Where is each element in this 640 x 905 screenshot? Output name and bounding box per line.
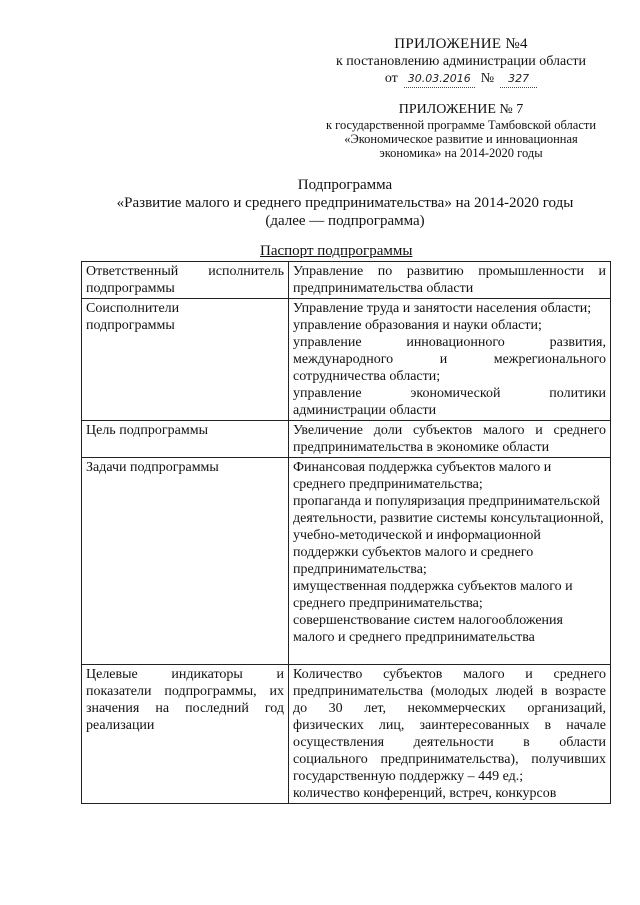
handwritten-number: 327	[500, 70, 537, 88]
value-line: совершенствование систем налогообложения малого и среднего предпринимательства	[293, 613, 563, 645]
row-label: Задачи подпрограммы	[82, 458, 289, 665]
table-row	[82, 421, 611, 458]
appendix-4-header	[320, 36, 602, 88]
row-value	[289, 299, 611, 421]
value-line: Количество субъектов малого и среднего предпринимательства (молодых людей в возрасте до 30 лет, некоммерческих организаций, физических лиц, заинтересованных в начале осуществления деятельности в области социального предпринимательства), получивших государственную поддержку – 449 ед.;	[293, 667, 606, 784]
subprogram-heading	[60, 176, 630, 230]
value-line: управление экономической политики администрации области	[293, 386, 606, 418]
subprogram-note: (далее — подпрограмма)	[265, 213, 425, 229]
appendix-4-date-line	[320, 70, 602, 88]
row-value	[289, 421, 611, 458]
value-line: пропаганда и популяризация предпринимательской деятельности, развитие системы консультационной, учебно-методической и информационной поддержки субъектов малого и среднего предпринимательства;	[293, 494, 604, 577]
appendix-7-line2: «Экономическое развитие и инновационная	[344, 132, 578, 146]
appendix-4-title: ПРИЛОЖЕНИЕ №4	[394, 36, 528, 52]
table-row	[82, 458, 611, 665]
row-label: Цель подпрограммы	[82, 421, 289, 458]
value-line: Управление труда и занятости населения области;	[293, 301, 592, 316]
value-line: имущественная поддержка субъектов малого и среднего предпринимательства;	[293, 579, 573, 611]
row-value	[289, 665, 611, 804]
row-label: Целевые индикаторы и показатели подпрограммы, их значения на последний год реализации	[82, 665, 289, 804]
value-line: управление образования и науки области;	[293, 318, 542, 333]
value-line: Финансовая поддержка субъектов малого и среднего предпринимательства;	[293, 460, 552, 492]
number-sign: №	[480, 71, 495, 86]
subprogram-name: «Развитие малого и среднего предпринимательства» на 2014-2020 годы	[116, 195, 574, 211]
row-value	[289, 262, 611, 299]
row-value	[289, 458, 611, 665]
table-row	[82, 299, 611, 421]
subprogram-title: Подпрограмма	[297, 177, 393, 193]
passport-title: Паспорт подпрограммы	[260, 243, 413, 259]
table-row	[82, 665, 611, 804]
passport-table	[81, 261, 611, 804]
row-label	[82, 299, 289, 421]
value-line: Увеличение доли субъектов малого и среднего предпринимательства в экономике области	[293, 423, 606, 455]
appendix-7-line3: экономика» на 2014-2020 годы	[379, 146, 543, 160]
value-line: Управление по развитию промышленности и предпринимательства области	[293, 264, 606, 296]
date-prefix: от	[384, 71, 398, 86]
value-line: количество конференций, встреч, конкурсов	[293, 786, 557, 801]
row-label-text: Соисполнители подпрограммы	[86, 301, 180, 333]
row-label: Ответственный исполнитель подпрограммы	[82, 262, 289, 299]
handwritten-date: 30.03.2016	[404, 70, 475, 88]
appendix-4-subtitle: к постановлению администрации области	[335, 54, 587, 69]
appendix-7-header	[316, 101, 606, 160]
value-line: управление инновационного развития, международного и межрегионального сотрудничества области;	[293, 335, 606, 384]
appendix-7-title: ПРИЛОЖЕНИЕ № 7	[398, 102, 524, 117]
table-row	[82, 262, 611, 299]
appendix-7-line1: к государственной программе Тамбовской области	[325, 118, 597, 132]
